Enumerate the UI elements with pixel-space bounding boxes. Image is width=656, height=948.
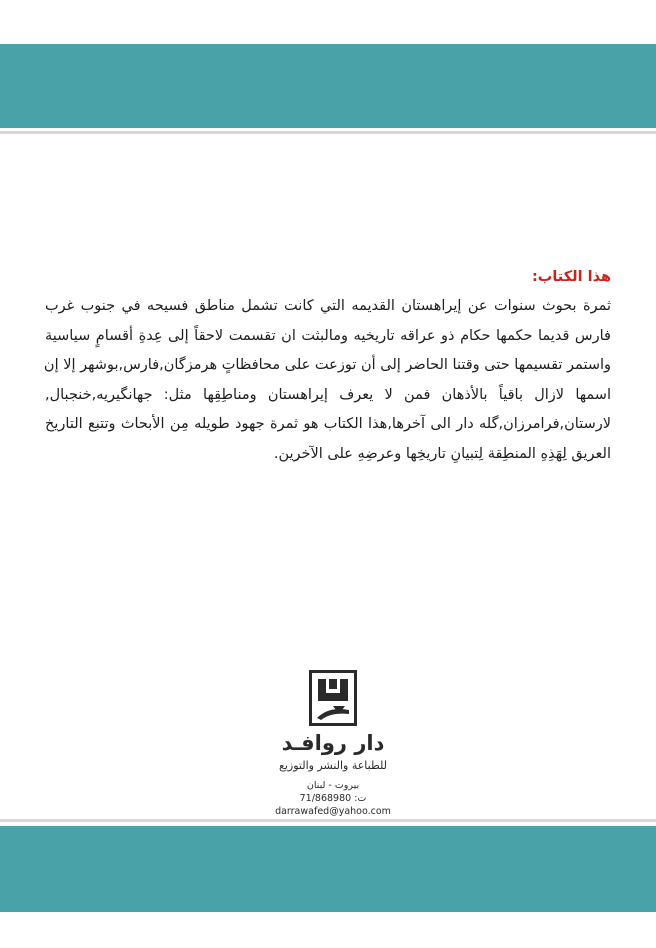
publisher-email: darrawafed@yahoo.com bbox=[275, 806, 391, 817]
top-band-stripe bbox=[0, 131, 656, 134]
publisher-block bbox=[258, 670, 408, 818]
publisher-phone: ت: 71/868980 bbox=[299, 793, 367, 804]
top-teal-band bbox=[0, 44, 656, 128]
blurb-line: العريق لِهَذِهِ المنطِقة لِتبيانِ تاريخِها وعرضِهِ على الآخرين. bbox=[273, 445, 611, 462]
publisher-subtitle: للطباعة والنشر والتوزيع bbox=[278, 759, 387, 772]
blurb-line: ثمرة بحوث سنوات عن إيراهستان القديمه التي كانت تشمل مناطق فسيحه في جنوب غرب bbox=[45, 298, 611, 314]
blurb-line: فارس قديما حكمها حكام ذو عراقه تاريخيه ومالبثت ان تقسمت لاحقاً إلى عِدةِ أقسامٍ سياسية bbox=[45, 327, 611, 344]
publisher-city: بيروت - لبنان bbox=[306, 780, 360, 791]
blurb-line: واستمر تقسيمها حتى وقتنا الحاضر إلى أن توزعت على محافظاتٍ هرمزگان,فارس,بوشهر إلا إن bbox=[43, 357, 611, 373]
book-blurb bbox=[45, 266, 611, 469]
bottom-band-stripe bbox=[0, 819, 656, 822]
blurb-line: اسمها لازال باقياً بالأذهان فمن لا يعرف إيراهستان ومناطِقِها مثل: جهانگيريه,خنجبال, bbox=[45, 386, 611, 403]
rawafed-logo-icon bbox=[309, 670, 357, 726]
blurb-heading: هذا الكتاب: bbox=[531, 269, 611, 285]
publisher-name: دار روافـد bbox=[281, 731, 385, 755]
bottom-teal-band bbox=[0, 826, 656, 912]
blurb-line: لارستان,فرامرزان,گله دار الى آخرها,هذا الكتاب هو ثمرة جهود طويله مِن الأبحاث وتتبع التاريخ bbox=[45, 416, 611, 432]
